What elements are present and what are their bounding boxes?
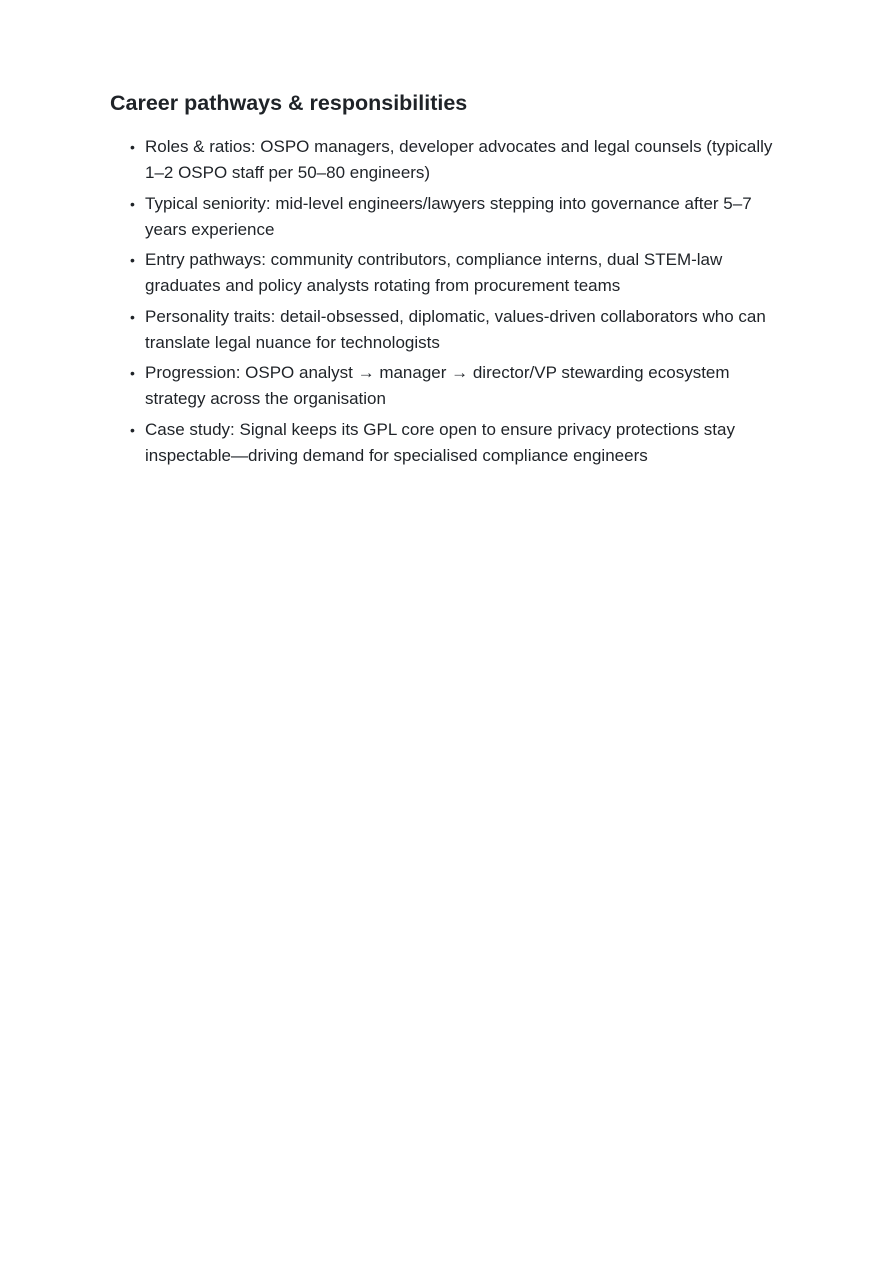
list-item-text: Roles & ratios: OSPO managers, developer advocates and legal counsels (typically 1–2 OSPO staff per 50–80 engineers) xyxy=(145,137,773,182)
list-item xyxy=(130,134,790,186)
bullet-icon: • xyxy=(130,365,135,381)
bullet-icon: • xyxy=(130,421,135,438)
list-item-text: Typical seniority: mid-level engineers/lawyers stepping into governance after 5–7 years experience xyxy=(145,193,752,239)
bullet-icon: • xyxy=(130,139,135,155)
list-item xyxy=(130,417,790,469)
list-item-text: Personality traits: detail-obsessed, diplomatic, values-driven collaborators who can translate legal nuance for technologists xyxy=(145,306,766,352)
bullet-icon: • xyxy=(130,308,135,325)
list-item xyxy=(130,304,790,356)
list-item-text: Entry pathways: community contributors, compliance interns, dual STEM-law graduates and policy analysts rotating from procurement teams xyxy=(145,250,723,295)
bullet-list xyxy=(110,134,793,469)
list-item-text: Progression: OSPO analyst → manager → director/VP stewarding ecosystem strategy across the organisation xyxy=(145,363,730,408)
bullet-icon: • xyxy=(130,252,135,268)
bullet-icon: • xyxy=(130,195,135,212)
list-item xyxy=(130,191,790,243)
page-title: Career pathways & responsibilities xyxy=(110,91,468,115)
list-item xyxy=(130,360,790,412)
list-item-text: Case study: Signal keeps its GPL core open to ensure privacy protections stay inspectable—driving demand for specialised compliance engineers xyxy=(145,419,735,465)
list-item xyxy=(130,247,790,299)
